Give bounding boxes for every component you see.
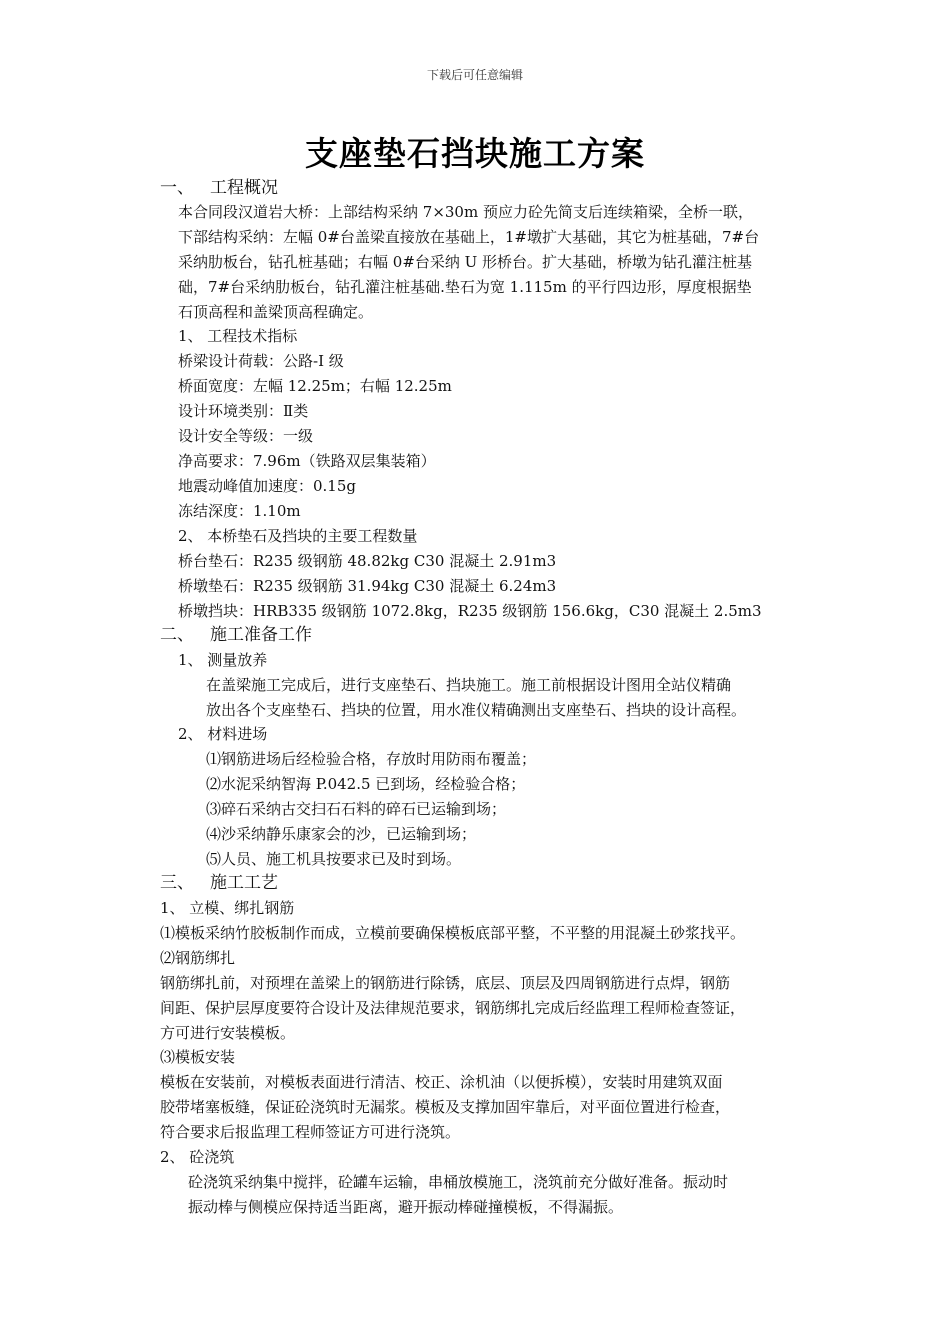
material-item: ⑸人员、施工机具按要求已及时到场。 bbox=[206, 850, 462, 868]
header-note: 下载后可任意编辑 bbox=[426, 68, 523, 82]
spec-line: 桥面宽度：左幅 12.25m；右幅 12.25m bbox=[178, 377, 452, 395]
paragraph-line: 采纳肋板台，钻孔桩基础；右幅 0#台采纳 U 形桥台。扩大基础，桥墩为钻孔灌注桩基 bbox=[178, 253, 753, 271]
paragraph-line: 钢筋绑扎前，对预埋在盖梁上的钢筋进行除锈，底层、顶层及四周钢筋进行点焊，钢筋 bbox=[160, 974, 731, 992]
spec-line: 地震动峰值加速度：0.15g bbox=[178, 477, 357, 495]
spec-line: 净高要求：7.96m（铁路双层集装箱） bbox=[178, 452, 436, 470]
material-item: ⑷沙采纳静乐康家会的沙，已运输到场； bbox=[206, 825, 477, 843]
spec-line: 设计环境类别：Ⅱ类 bbox=[178, 402, 309, 420]
section-2-heading bbox=[160, 625, 312, 645]
spec-line: 设计安全等级：一级 bbox=[178, 427, 314, 445]
paragraph-line: 本合同段汉道岩大桥：上部结构采纳 7×30m 预应力砼先简支后连续箱梁，全桥一联， bbox=[178, 203, 753, 221]
paragraph-line: 模板在安装前，对模板表面进行清洁、校正、涂机油（以便拆模），安装时用建筑双面 bbox=[160, 1073, 723, 1091]
subheading: 2、 砼浇筑 bbox=[160, 1148, 235, 1166]
subheading: 1、 立模、绑扎钢筋 bbox=[160, 899, 295, 917]
paragraph-line: 间距、保护层厚度要符合设计及法律规范要求，钢筋绑扎完成后经监理工程师检查签证， bbox=[160, 999, 746, 1017]
subheading: 2、 本桥垫石及挡块的主要工程数量 bbox=[178, 527, 418, 545]
subheading: 1、 测量放养 bbox=[178, 651, 268, 669]
subheading: 2、 材料进场 bbox=[178, 725, 268, 743]
paragraph-line: 符合要求后报监理工程师签证方可进行浇筑。 bbox=[160, 1123, 461, 1141]
spec-line: 冻结深度：1.10m bbox=[178, 502, 301, 520]
paragraph-heading: ⑶模板安装 bbox=[160, 1048, 236, 1066]
section-number: 二、 bbox=[160, 625, 194, 645]
quantity-line: 桥墩垫石：R235 级钢筋 31.94kg C30 混凝土 6.24m3 bbox=[178, 577, 557, 595]
section-number: 三、 bbox=[160, 873, 194, 893]
paragraph-line: ⑴模板采纳竹胶板制作而成，立模前要确保模板底部平整，不平整的用混凝土砂浆找平。 bbox=[160, 924, 746, 942]
page-title: 支座垫石挡块施工方案 bbox=[305, 134, 645, 173]
material-item: ⑵水泥采纳智海 P.042.5 已到场，经检验合格； bbox=[206, 775, 526, 793]
quantity-line: 桥墩挡块：HRB335 级钢筋 1072.8kg，R235 级钢筋 156.6kg，C30 混凝土 2.5m3 bbox=[178, 602, 762, 620]
subheading: 1、 工程技术指标 bbox=[178, 327, 298, 345]
paragraph-line: 砼浇筑采纳集中搅拌，砼罐车运输，串桶放模施工，浇筑前充分做好准备。振动时 bbox=[188, 1173, 729, 1191]
section-3-heading bbox=[160, 873, 278, 893]
paragraph-line: 胶带堵塞板缝，保证砼浇筑时无漏浆。模板及支撑加固牢靠后，对平面位置进行检查， bbox=[160, 1098, 731, 1116]
paragraph-line: 在盖梁施工完成后，进行支座垫石、挡块施工。施工前根据设计图用全站仪精确 bbox=[206, 676, 732, 694]
paragraph-heading: ⑵钢筋绑扎 bbox=[160, 949, 236, 967]
quantity-line: 桥台垫石：R235 级钢筋 48.82kg C30 混凝土 2.91m3 bbox=[178, 552, 557, 570]
paragraph-line: 础，7#台采纳肋板台，钻孔灌注桩基础.垫石为宽 1.115m 的平行四边形，厚度根据垫 bbox=[178, 278, 752, 296]
paragraph-line: 石顶高程和盖梁顶高程确定。 bbox=[178, 303, 374, 321]
section-title: 工程概况 bbox=[210, 178, 278, 198]
paragraph-line: 放出各个支座垫石、挡块的位置，用水准仪精确测出支座垫石、挡块的设计高程。 bbox=[206, 701, 747, 719]
paragraph-line: 下部结构采纳：左幅 0#台盖梁直接放在基础上，1#墩扩大基础，其它为桩基础，7#台 bbox=[178, 228, 760, 246]
section-title: 施工准备工作 bbox=[210, 625, 312, 645]
paragraph-line: 方可进行安装模板。 bbox=[160, 1024, 296, 1042]
section-title: 施工工艺 bbox=[210, 873, 278, 893]
section-1-heading bbox=[160, 178, 278, 198]
spec-line: 桥梁设计荷载：公路-Ⅰ 级 bbox=[178, 352, 344, 370]
section-number: 一、 bbox=[160, 178, 194, 198]
material-item: ⑴钢筋进场后经检验合格，存放时用防雨布覆盖； bbox=[206, 750, 537, 768]
paragraph-line: 振动棒与侧模应保持适当距离，避开振动棒碰撞模板，不得漏振。 bbox=[188, 1198, 624, 1216]
material-item: ⑶碎石采纳古交扫石石料的碎石已运输到场； bbox=[206, 800, 507, 818]
